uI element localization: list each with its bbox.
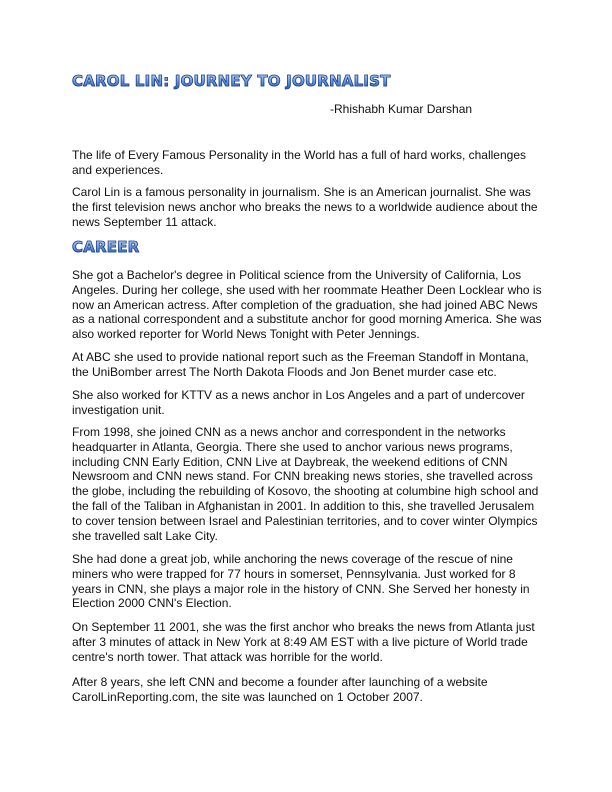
page-title: CAROL LIN: JOURNEY TO JOURNALIST [72, 72, 391, 90]
career-paragraph-4: From 1998, she joined CNN as a news anchor and correspondent in the networks headquarter in Atlanta, Georgia. There she used to anchor various news programs, including CNN Early Edition, CNN Live at Daybreak, the weekend editions of CNN Newsroom and CNN news stand. For CNN breaking news stories, she travelled across the globe, including the rebuilding of Kosovo, the shooting at columbine high school and the fall of the Taliban in Afghanistan in 2001. In addition to this, she travelled Jerusalem to cover tension between Israel and Palestinian territories, and to cover winter Olympics she travelled salt Lake City. [72, 425, 539, 543]
career-paragraph-1: She got a Bachelor's degree in Political science from the University of California, Los Angeles. During her college, she used with her roommate Heather Deen Locklear who is now an American actress. After completion of the graduation, she had joined ABC News as a national correspondent and a substitute anchor for good morning America. She was also worked reporter for World News Tonight with Peter Jennings. [72, 268, 542, 342]
career-paragraph-7: After 8 years, she left CNN and become a founder after launching of a website CarolLinReporting.com, the site was launched on 1 October 2007. [72, 675, 488, 704]
career-paragraph-5: She had done a great job, while anchoring the news coverage of the rescue of nine miners who were trapped for 77 hours in somerset, Pennsylvania. Just worked for 8 years in CNN, she plays a major role in the history of CNN. She Served her honesty in Election 2000 CNN's Election. [72, 552, 530, 611]
career-paragraph-6: On September 11 2001, she was the first anchor who breaks the news from Atlanta just after 3 minutes of attack in New York at 8:49 AM EST with a live picture of World trade centre's north tower. That attack was horrible for the world. [72, 620, 535, 664]
intro-paragraph-2: Carol Lin is a famous personality in journalism. She is an American journalist. She was the first television news anchor who breaks the news to a worldwide audience about the news September 11 attack. [72, 185, 538, 229]
section-heading-career: CAREER [72, 238, 140, 256]
career-paragraph-3: She also worked for KTTV as a news anchor in Los Angeles and a part of undercover investigation unit. [72, 388, 525, 417]
career-paragraph-2: At ABC she used to provide national report such as the Freeman Standoff in Montana, the UniBomber arrest The North Dakota Floods and Jon Benet murder case etc. [72, 350, 529, 379]
author-byline: -Rhishabh Kumar Darshan [330, 102, 473, 116]
intro-paragraph-1: The life of Every Famous Personality in the World has a full of hard works, challenges and experiences. [72, 148, 526, 177]
